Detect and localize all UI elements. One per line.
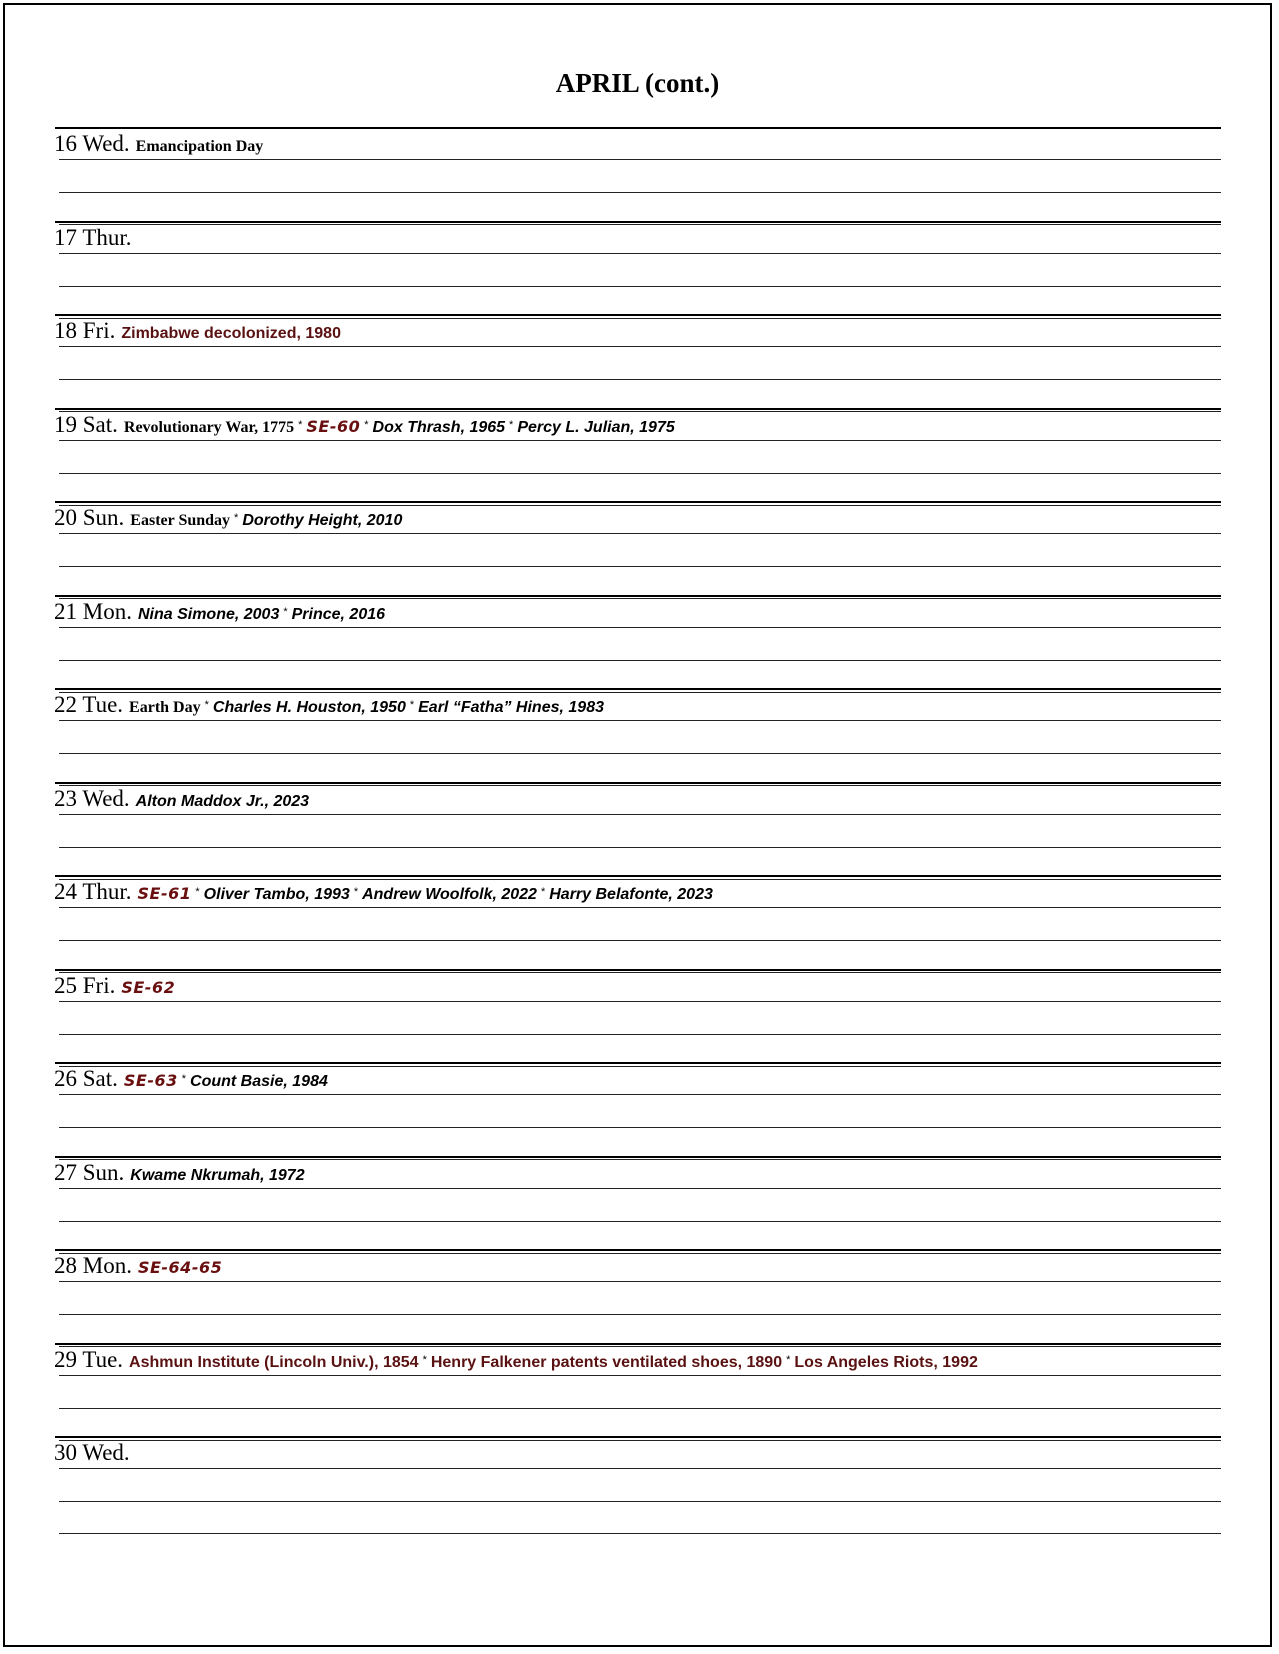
day-entry	[5, 688, 1270, 786]
event-item: Nina Simone, 2003	[137, 605, 280, 623]
event-item: Ashmun Institute (Lincoln Univ.), 1854	[129, 1353, 419, 1371]
day-entry	[5, 221, 1270, 319]
writing-line	[59, 379, 1221, 380]
writing-line	[59, 1501, 1221, 1502]
day-label: 21 Mon.	[54, 598, 132, 624]
event-item: Los Angeles Riots, 1992	[794, 1353, 978, 1371]
event-separator: *	[353, 886, 359, 898]
event-item: Emancipation Day	[135, 138, 264, 155]
day-divider	[55, 1156, 1221, 1158]
day-divider	[55, 221, 1221, 223]
event-separator: *	[234, 512, 239, 524]
day-events	[130, 1167, 304, 1184]
event-separator: *	[540, 886, 546, 898]
day-heading	[54, 224, 132, 255]
writing-line	[59, 192, 1221, 193]
day-label: 22 Tue.	[54, 692, 124, 717]
day-entry	[5, 782, 1270, 880]
day-divider	[55, 127, 1221, 129]
day-entry	[5, 1156, 1270, 1254]
event-item: Dorothy Height, 2010	[242, 512, 403, 529]
event-item: Henry Falkener patents ventilated shoes, 1890	[430, 1353, 783, 1371]
day-divider	[55, 314, 1221, 316]
day-divider	[55, 501, 1221, 503]
day-label: 18 Fri.	[54, 318, 116, 343]
day-divider	[55, 595, 1221, 597]
page-title: APRIL (cont.)	[555, 68, 720, 98]
writing-line	[59, 1034, 1221, 1035]
writing-line	[59, 753, 1221, 754]
se-code: SE-63	[123, 1071, 178, 1090]
day-divider	[55, 408, 1221, 410]
day-heading	[54, 1065, 328, 1096]
day-heading	[54, 1159, 305, 1190]
day-label: 28 Mon.	[54, 1253, 132, 1278]
event-item: Dox Thrash, 1965	[372, 418, 506, 436]
day-events	[129, 699, 604, 716]
day-label: 30 Wed.	[54, 1440, 130, 1465]
writing-line	[59, 1127, 1221, 1128]
day-divider	[55, 969, 1221, 971]
day-heading	[54, 411, 675, 442]
day-label: 23 Wed.	[54, 785, 130, 811]
day-entry	[5, 1343, 1270, 1441]
event-item: Revolutionary War, 1775	[123, 418, 295, 436]
writing-line	[59, 286, 1221, 287]
event-separator: *	[283, 605, 288, 618]
day-label: 17 Thur.	[54, 224, 132, 250]
day-label: 29 Tue.	[54, 1346, 124, 1372]
writing-line	[59, 847, 1221, 848]
day-events	[130, 512, 402, 529]
event-separator: *	[509, 418, 514, 431]
se-code: SE-60	[306, 416, 361, 436]
day-divider	[55, 1062, 1221, 1064]
day-entry	[5, 127, 1270, 225]
se-code: SE-64-65	[137, 1258, 223, 1277]
day-label: 27 Sun.	[54, 1159, 125, 1185]
day-label: 25 Fri.	[54, 972, 116, 998]
event-item: Charles H. Houston, 1950	[212, 699, 406, 716]
event-separator: *	[195, 886, 200, 898]
day-heading	[54, 878, 713, 909]
se-code: SE-61	[137, 884, 192, 903]
event-separator: *	[298, 418, 303, 431]
day-label: 16 Wed.	[54, 131, 130, 156]
day-events	[123, 416, 675, 436]
day-label: 20 Sun.	[54, 505, 125, 530]
event-item: Earl “Fatha” Hines, 1983	[418, 699, 604, 716]
writing-line	[59, 253, 1221, 254]
day-events	[138, 886, 713, 903]
writing-line	[59, 1468, 1221, 1469]
day-heading	[54, 1346, 978, 1377]
event-separator: *	[364, 418, 369, 431]
day-label: 24 Thur.	[54, 879, 132, 904]
event-separator: *	[204, 699, 209, 711]
writing-line	[59, 1314, 1221, 1315]
writing-line	[59, 566, 1221, 567]
event-item: Kwame Nkrumah, 1972	[130, 1166, 305, 1184]
event-separator: *	[409, 699, 415, 711]
day-divider	[55, 782, 1221, 784]
event-item: Percy L. Julian, 1975	[517, 418, 675, 436]
day-entry	[5, 875, 1270, 973]
event-separator: *	[181, 1073, 187, 1085]
day-events	[121, 325, 341, 342]
day-events	[124, 1073, 328, 1090]
day-divider	[55, 1436, 1221, 1438]
writing-line	[59, 660, 1221, 661]
event-item: Andrew Woolfolk, 2022	[362, 886, 537, 903]
day-entry	[5, 501, 1270, 599]
event-item: Zimbabwe decolonized, 1980	[121, 325, 341, 342]
day-heading	[54, 1252, 222, 1283]
day-heading	[54, 1439, 130, 1470]
day-heading	[54, 785, 309, 816]
day-events	[138, 1260, 222, 1277]
se-code: SE-62	[121, 977, 176, 997]
day-heading	[54, 691, 604, 722]
event-separator: *	[786, 1353, 791, 1366]
day-events	[121, 977, 176, 997]
day-heading	[54, 972, 175, 1003]
day-entry	[5, 1249, 1270, 1347]
event-item: Harry Belafonte, 2023	[549, 886, 713, 903]
day-divider	[55, 688, 1221, 690]
writing-line	[59, 940, 1221, 941]
event-item: Oliver Tambo, 1993	[203, 886, 350, 903]
day-entry	[5, 408, 1270, 506]
writing-line	[59, 1281, 1221, 1282]
day-divider	[55, 875, 1221, 877]
writing-line	[59, 1533, 1221, 1534]
day-events	[136, 138, 264, 155]
day-entry	[5, 1436, 1270, 1534]
day-events	[136, 793, 309, 810]
day-label: 26 Sat.	[54, 1066, 118, 1091]
day-events	[129, 1354, 978, 1371]
writing-line	[59, 1001, 1221, 1002]
planner-page	[3, 3, 1272, 1647]
day-heading	[54, 317, 341, 348]
day-heading	[54, 130, 263, 161]
day-events	[138, 606, 385, 623]
day-label: 19 Sat.	[54, 411, 118, 437]
day-divider	[55, 1343, 1221, 1345]
event-item: Easter Sunday	[130, 512, 231, 529]
event-item: Prince, 2016	[291, 605, 386, 623]
day-entry	[5, 1062, 1270, 1160]
event-separator: *	[422, 1353, 427, 1366]
writing-line	[59, 1221, 1221, 1222]
day-divider	[55, 1249, 1221, 1251]
day-heading	[54, 598, 385, 629]
day-entry	[5, 314, 1270, 412]
event-item: Count Basie, 1984	[190, 1073, 328, 1090]
day-entry	[5, 969, 1270, 1067]
day-entry	[5, 595, 1270, 693]
day-heading	[54, 504, 402, 535]
writing-line	[59, 1408, 1221, 1409]
writing-line	[59, 473, 1221, 474]
event-item: Earth Day	[129, 699, 201, 716]
event-item: Alton Maddox Jr., 2023	[135, 792, 310, 810]
